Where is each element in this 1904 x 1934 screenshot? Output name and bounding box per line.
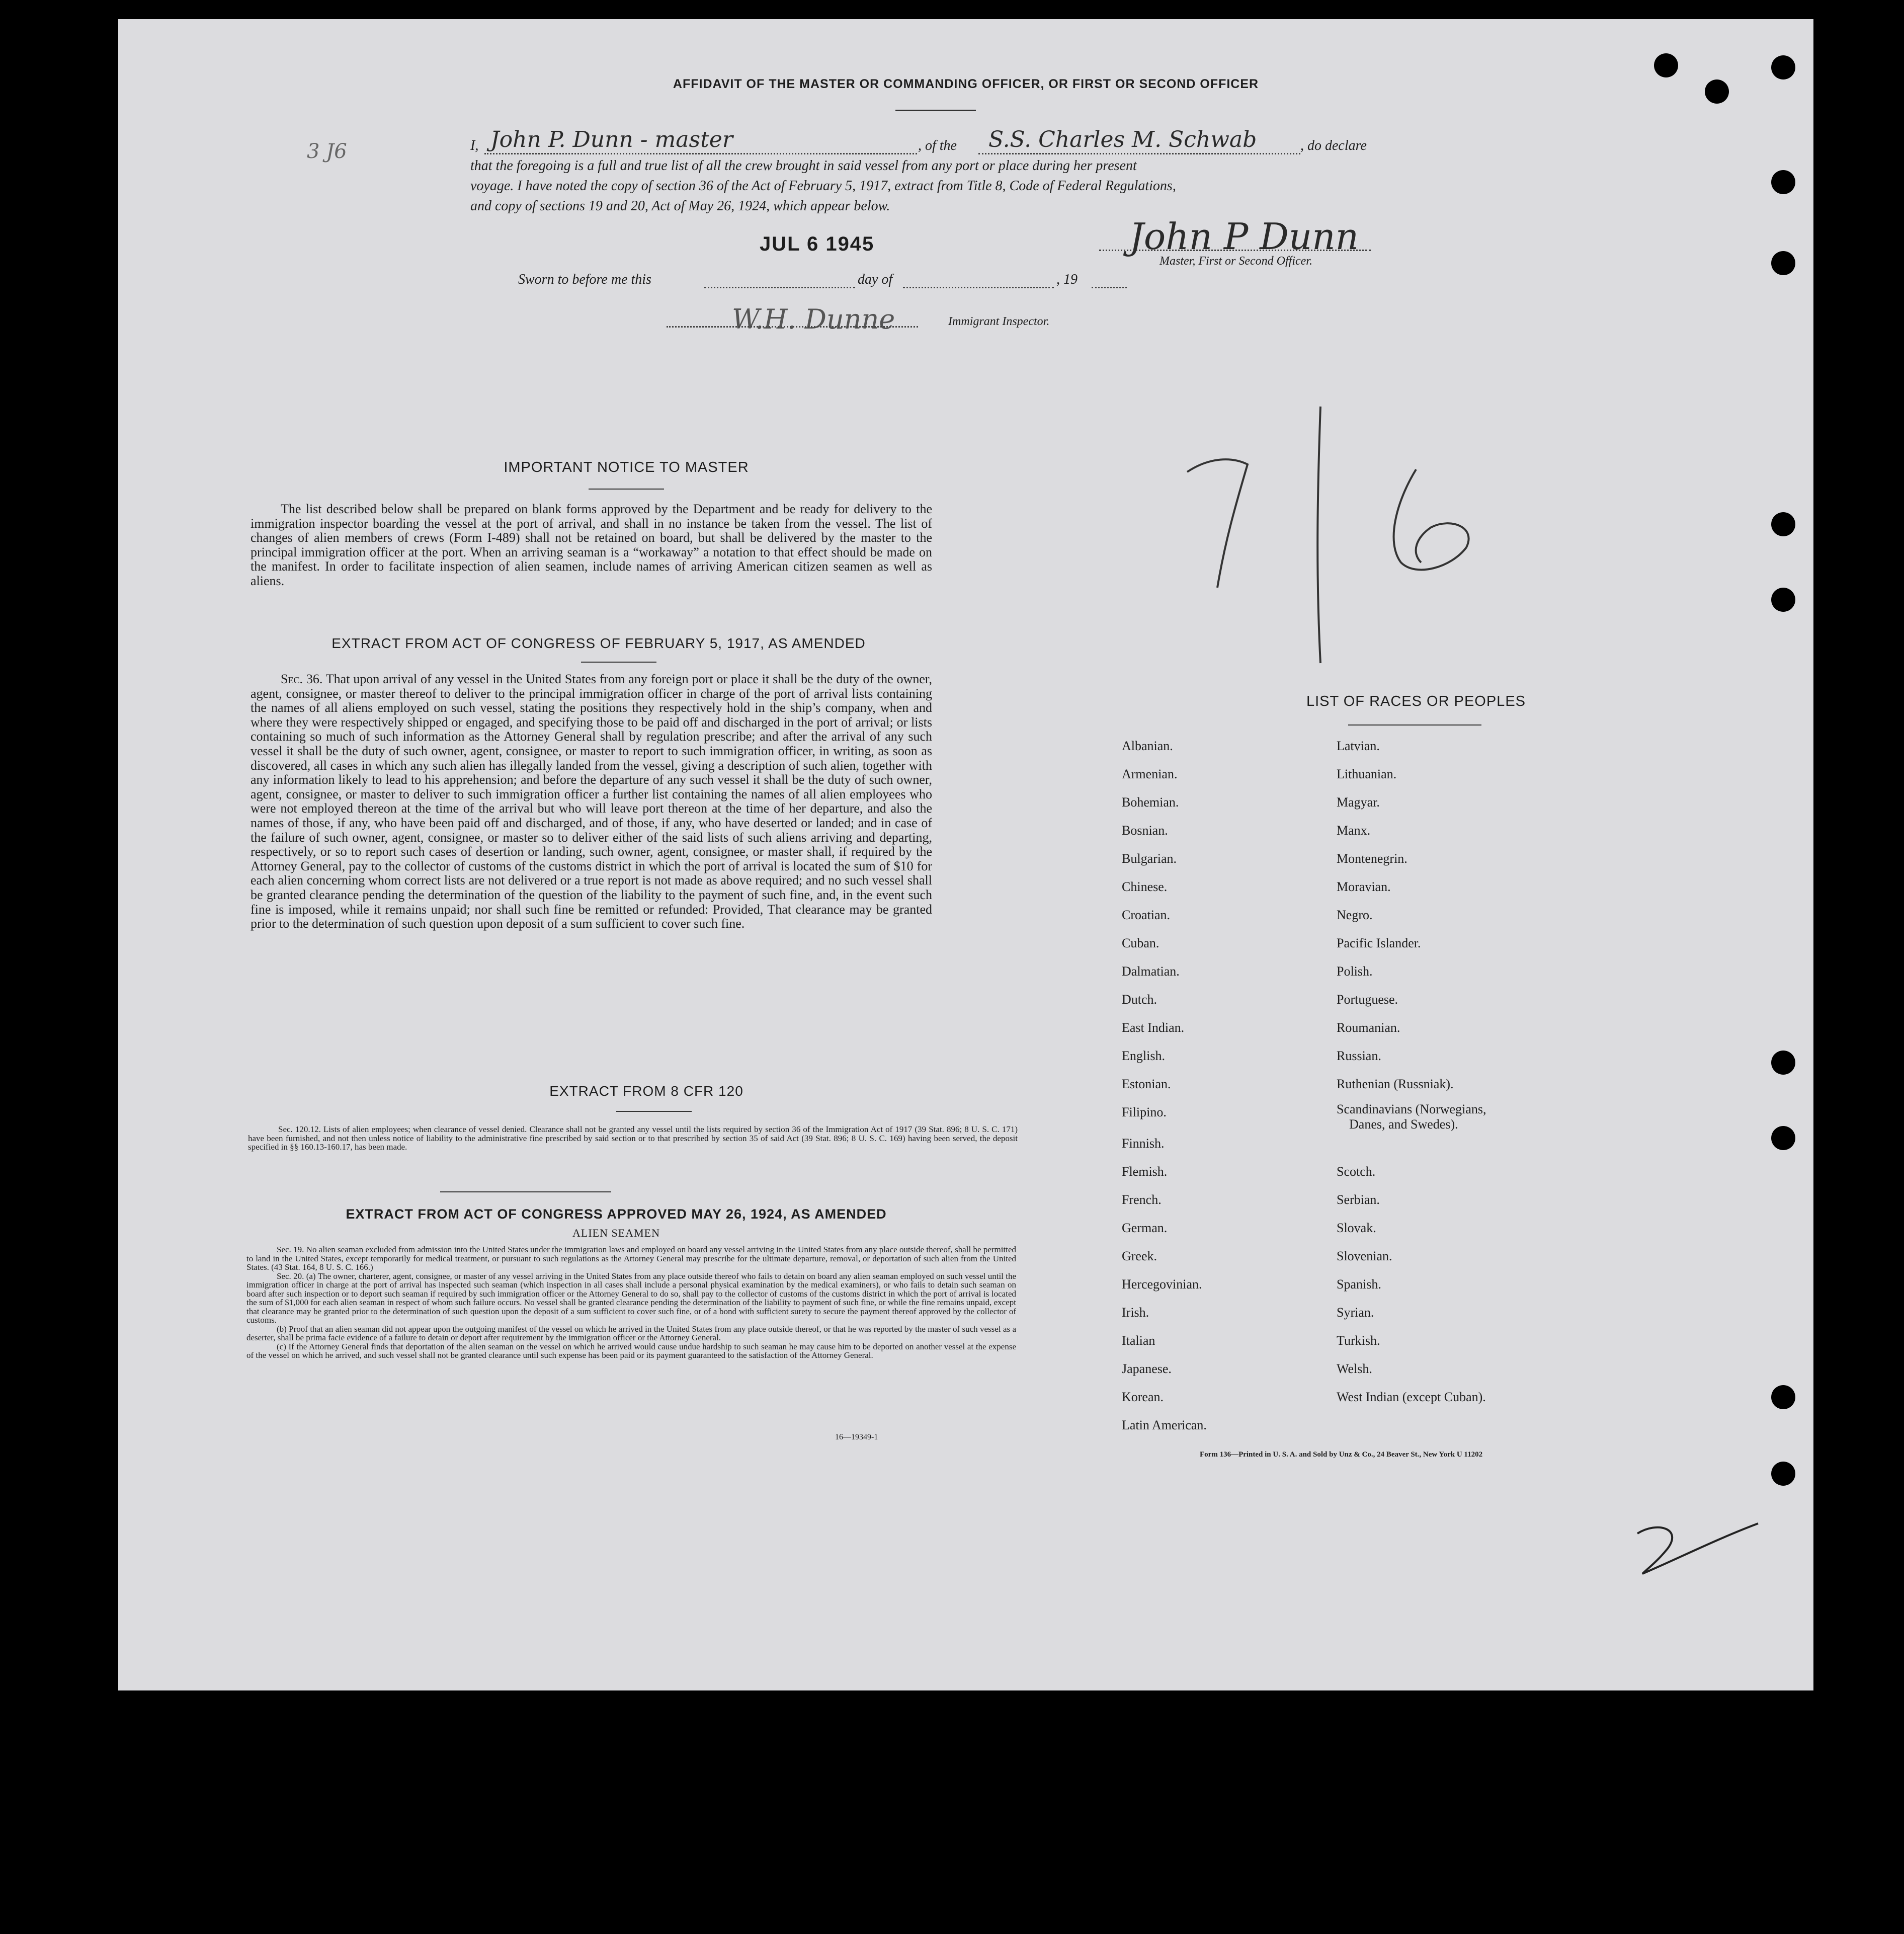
punch-hole xyxy=(1771,1126,1795,1150)
sworn-year: , 19 xyxy=(1056,272,1078,287)
declaration-suffix: , do declare xyxy=(1300,138,1367,153)
punch-hole xyxy=(1771,170,1795,194)
race-item: Hercegovinian. xyxy=(1122,1277,1202,1292)
punch-hole xyxy=(1771,588,1795,612)
race-item: Estonian. xyxy=(1122,1077,1171,1091)
race-item: Manx. xyxy=(1337,823,1371,838)
race-item: Italian xyxy=(1122,1333,1155,1348)
race-item: Latvian. xyxy=(1337,739,1380,753)
race-item: Portuguese. xyxy=(1337,992,1398,1007)
punch-hole xyxy=(1771,55,1795,79)
master-name-handwriting: John P. Dunn - master xyxy=(490,127,733,152)
race-item: Cuban. xyxy=(1122,936,1160,950)
punch-hole xyxy=(1771,1385,1795,1409)
sec-19-paragraph: Sec. 19. No alien seaman excluded from admission into the United States under the immigration laws and employed on board any vessel arriving in the United States from any place outside thereof, shall be permitted to land in the United States, except temporarily for medical treatment, or pursuant to such regulations as the Attorney General may prescribe for the ultimate departure, removal, or deportation of such alien from the United States. (43 Stat. 164, 8 U. S. C. 166.) xyxy=(246,1245,1016,1272)
race-item: Chinese. xyxy=(1122,879,1168,894)
race-item: Slovenian. xyxy=(1337,1249,1392,1263)
affidavit-title: AFFIDAVIT OF THE MASTER OR COMMANDING OFFICER, OR FIRST OR SECOND OFFICER xyxy=(673,77,1259,91)
race-item: Negro. xyxy=(1337,908,1373,922)
sec-20a-paragraph: Sec. 20. (a) The owner, charterer, agent, consignee, or master of any vessel arriving in the United States from any place outside thereof who fails to detain on board any alien seaman employed on such vessel until the immigration officer in charge at the port of arrival has inspected such seaman (which inspection in all cases shall include a personal physical examination by the medical examiners), or who fails to detain such seaman on board after such inspection or to deport such seaman if required by such immigration officer or the Attorney General to do so, shall pay to the collector of customs of the customs district in which the port of arrival is located the sum of $1,000 for each alien seaman in respect of whom such failure occurs. No vessel shall be granted clearance pending the determination of the liability to payment of such fine, or while the fine remains unpaid, except that clearance may be granted prior to the determination of such question upon the deposit of a sum sufficient to cover such fine, or of a bond with sufficient surety to secure the payment thereof approved by the collector of customs. xyxy=(246,1271,1016,1325)
race-item: Finnish. xyxy=(1122,1136,1165,1151)
inspector-signature: W.H. Dunne xyxy=(732,303,895,335)
extract-1924-text xyxy=(246,1245,1016,1360)
race-item: Croatian. xyxy=(1122,908,1171,922)
race-item: Slovak. xyxy=(1337,1221,1376,1235)
declaration-line-4: and copy of sections 19 and 20, Act of May 26, 1924, which appear below. xyxy=(470,198,890,214)
sec-36-label: Sec. 36. xyxy=(281,672,323,686)
race-item: German. xyxy=(1122,1221,1168,1235)
race-item: Bulgarian. xyxy=(1122,851,1177,866)
race-item: Scotch. xyxy=(1337,1164,1376,1179)
sec-20c-paragraph: (c) If the Attorney General finds that deportation of the alien seaman on the vessel on which he arrived would cause undue hardship to such seaman he may cause him to be deported on another vessel at the expense of the vessel on which he arrived, and such vessel shall not be granted clearance until such expense has been paid or its payment guaranteed to the satisfaction of the Attorney General. xyxy=(246,1341,1016,1360)
race-item: Montenegrin. xyxy=(1337,851,1408,866)
race-item: Russian. xyxy=(1337,1049,1381,1063)
sec-36-paragraph: That upon arrival of any vessel in the United States from any foreign port or place it shall be the duty of the owner, agent, consignee, or master thereof to deliver to the principal immigration officer in charge of the port of arrival lists containing the names of all aliens employed on such vessel, stating the positions they respectively hold in the ship’s company, when and where they were respectively shipped or engaged, and specifying those to be paid off and discharged in the port of arrival; or lists containing so much of such information as the Attorney General shall by regulation prescribe; and after the arrival of any such vessel it shall be the duty of such owner, agent, consignee, or master to report to such immigration officer, in writing, as soon as discovered, all cases in which any such alien has illegally landed from the vessel, giving a description of such alien, together with any information likely to lead to his apprehension; and before the departure of any such vessel it shall be the duty of such owner, agent, consignee, or master to deliver to such immigration officer a further list containing the names of all alien employees who were not employed thereon at the time of the arrival but who will leave port thereon at the time of her departure, and also the names of those, if any, who have been paid off and discharged, and of those, if any, who have deserted or landed; and in case of the failure of such owner, agent, consignee, or master so to deliver either of the said lists of such aliens arriving and departing, respectively, or so to report such cases of desertion or landing, such owner, agent, consignee, or master shall, if required by the Attorney General, pay to the collector of customs of the customs district in which the port of arrival is located the sum of $10 for each alien concerning whom correct lists are not delivered or a true report is not made as above required; and no such vessel shall be granted clearance pending the determination of the question of the liability to the payment of such fine, and, in the event such fine is imposed, while it remains unpaid; nor shall such fine be remitted or refunded: Provided, That clearance may be granted prior to the determination of such question upon deposit of a sum sufficient to cover such fine. xyxy=(251,672,932,931)
date-stamp: JUL 6 1945 xyxy=(760,233,875,255)
race-item: Flemish. xyxy=(1122,1164,1168,1179)
master-signature: John P Dunn xyxy=(1129,215,1359,258)
sworn-line xyxy=(518,272,1237,294)
extract-1924-subtitle: ALIEN SEAMEN xyxy=(572,1227,660,1239)
punch-hole xyxy=(1705,79,1729,104)
race-item: Dalmatian. xyxy=(1122,964,1180,979)
document-page xyxy=(118,19,1813,1690)
punch-hole xyxy=(1771,1051,1795,1075)
signature-caption: Master, First or Second Officer. xyxy=(1160,255,1312,268)
handwritten-fraction xyxy=(1149,376,1552,678)
race-item: Scandinavians (Norwegians, xyxy=(1337,1102,1486,1116)
race-item: Korean. xyxy=(1122,1390,1164,1404)
sworn-mid: day of xyxy=(858,272,893,287)
form-code: 16—19349-1 xyxy=(835,1433,878,1441)
race-item: Lithuanian. xyxy=(1337,767,1397,781)
race-item: Bohemian. xyxy=(1122,795,1179,810)
cfr-text xyxy=(248,1125,1018,1152)
race-item: East Indian. xyxy=(1122,1020,1185,1035)
race-item: Syrian. xyxy=(1337,1305,1374,1320)
race-item: Latin American. xyxy=(1122,1418,1207,1432)
vessel-name-handwriting: S.S. Charles M. Schwab xyxy=(988,127,1257,152)
title-divider xyxy=(895,110,976,111)
extract-1924-title: EXTRACT FROM ACT OF CONGRESS APPROVED MAY 26, 1924, AS AMENDED xyxy=(346,1206,887,1222)
corner-checkmark xyxy=(1627,1518,1763,1609)
race-item: Pacific Islander. xyxy=(1337,936,1421,950)
race-item: Irish. xyxy=(1122,1305,1149,1320)
race-item: Turkish. xyxy=(1337,1333,1380,1348)
declaration-mid: , of the xyxy=(918,138,957,153)
race-item: Armenian. xyxy=(1122,767,1178,781)
punch-hole xyxy=(1654,53,1678,77)
race-item: Japanese. xyxy=(1122,1361,1172,1376)
sworn-prefix: Sworn to before me this xyxy=(518,272,651,287)
extract-1917-text xyxy=(251,672,932,931)
sec-20b-paragraph: (b) Proof that an alien seaman did not appear upon the outgoing manifest of the vessel on which he arrived in the United States from any place outside thereof, or that he was reported by the master of such vessel as a deserter, shall be prima facie evidence of a failure to detain or deport after requirement by the immigration officer or the Attorney General. xyxy=(246,1324,1016,1342)
race-item: Magyar. xyxy=(1337,795,1380,810)
races-list xyxy=(1122,739,1575,1458)
cfr-paragraph: Sec. 120.12. Lists of alien employees; when clearance of vessel denied. Clearance shall not be granted any vessel until the lists required by section 36 of the Immigration Act of 1917 (39 Stat. 896; 8 U. S. C. 171) have been furnished, and not then unless notice of liability to the administrative fine prescribed by said section or to that prescribed by section 35 of said Act (39 Stat. 896; 8 U. S. C. 169) having been served, the deposit specified in §§ 160.13-160.17, has been made. xyxy=(248,1124,1018,1152)
race-item: Serbian. xyxy=(1337,1192,1380,1207)
race-item: Dutch. xyxy=(1122,992,1157,1007)
inspector-caption: Immigrant Inspector. xyxy=(948,315,1050,328)
cfr-title: EXTRACT FROM 8 CFR 120 xyxy=(549,1083,743,1099)
race-item: Filipino. xyxy=(1122,1105,1167,1119)
notice-paragraph: The list described below shall be prepared on blank forms approved by the Department and be ready for delivery to the immigration inspector boarding the vessel at the port of arrival, and shall in no instance be taken from the vessel. The list of changes of alien members of crews (Form I-489) shall not be retained on board, but shall be delivered by the master to the principal immigration officer at the port. When an arriving seaman is a “workaway” a notation to that effect should be made on the manifest. In order to facilitate inspection of alien seamen, include names of arriving American citizen seamen as well as aliens. xyxy=(251,502,932,588)
declaration-line-3: voyage. I have noted the copy of section 36 of the Act of February 5, 1917, extract from Title 8, Code of Federal Regulations, xyxy=(470,178,1176,194)
notice-title: IMPORTANT NOTICE TO MASTER xyxy=(504,459,749,475)
race-item: Moravian. xyxy=(1337,879,1391,894)
race-item: French. xyxy=(1122,1192,1162,1207)
race-item: Ruthenian (Russniak). xyxy=(1337,1077,1454,1091)
punch-hole xyxy=(1771,1462,1795,1486)
affidavit-declaration xyxy=(470,127,1522,216)
race-item: Danes, and Swedes). xyxy=(1349,1117,1458,1132)
declaration-prefix: I, xyxy=(470,138,479,153)
race-item: Welsh. xyxy=(1337,1361,1372,1376)
race-item: West Indian (except Cuban). xyxy=(1337,1390,1486,1404)
margin-mark: 3 J6 xyxy=(307,140,347,163)
printer-imprint: Form 136—Printed in U. S. A. and Sold by Unz & Co., 24 Beaver St., New York U 11202 xyxy=(1200,1450,1483,1459)
race-item: Bosnian. xyxy=(1122,823,1168,838)
race-item: Greek. xyxy=(1122,1249,1157,1263)
race-item: Roumanian. xyxy=(1337,1020,1400,1035)
race-item: Spanish. xyxy=(1337,1277,1381,1292)
extract-1917-title: EXTRACT FROM ACT OF CONGRESS OF FEBRUARY 5, 1917, AS AMENDED xyxy=(332,635,866,651)
punch-hole xyxy=(1771,251,1795,275)
punch-hole xyxy=(1771,512,1795,536)
race-item: Polish. xyxy=(1337,964,1373,979)
declaration-line-2: that the foregoing is a full and true list of all the crew brought in said vessel from any port or place during her present xyxy=(470,158,1137,174)
race-item: English. xyxy=(1122,1049,1165,1063)
races-title: LIST OF RACES OR PEOPLES xyxy=(1306,693,1526,709)
notice-text xyxy=(251,502,932,589)
race-item: Albanian. xyxy=(1122,739,1173,753)
